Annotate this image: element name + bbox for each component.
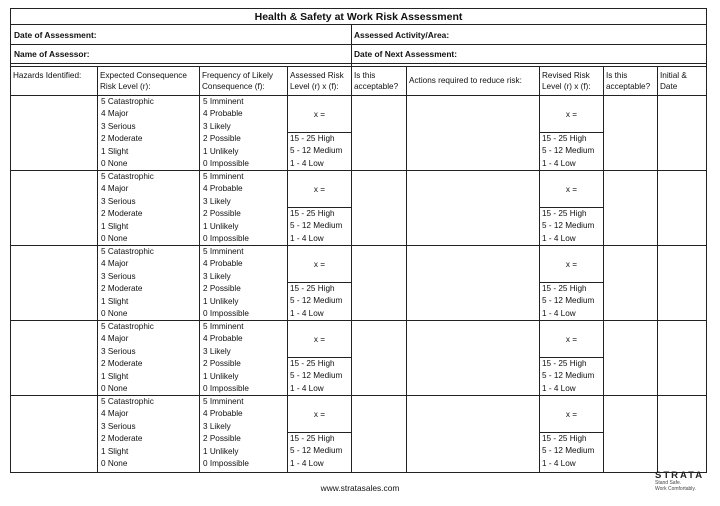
risk-band: 5 - 12 Medium xyxy=(290,221,343,231)
risk-band: 15 - 25 High xyxy=(290,359,335,368)
risk-band: 1 - 4 Low xyxy=(542,458,576,468)
frequency-option: 5 Imminent xyxy=(203,97,244,106)
assessed-risk-bands xyxy=(288,133,351,170)
header-frequency: Frequency of Likely Consequence (f): xyxy=(202,71,273,91)
actions-cell[interactable] xyxy=(407,171,539,245)
frequency-option: 2 Possible xyxy=(203,359,241,369)
actions-cell[interactable] xyxy=(407,96,539,170)
consequence-option: 0 None xyxy=(101,234,128,244)
logo-tagline-2: Work Comfortably. xyxy=(655,485,696,492)
consequence-option: 4 Major xyxy=(101,184,129,194)
consequence-option: 3 Serious xyxy=(101,196,136,206)
revised-risk-calc[interactable]: x = xyxy=(540,246,603,283)
consequence-option: 5 Catastrophic xyxy=(101,322,154,331)
frequency-option: 4 Probable xyxy=(203,409,243,419)
acceptable-cell[interactable] xyxy=(352,321,406,395)
hazard-cell[interactable] xyxy=(11,246,97,320)
risk-band: 5 - 12 Medium xyxy=(542,221,595,231)
acceptable-2-cell[interactable] xyxy=(604,246,657,320)
assessed-risk-calc[interactable]: x = xyxy=(288,321,351,358)
frequency-options xyxy=(200,321,287,395)
risk-band: 15 - 25 High xyxy=(542,284,587,293)
actions-cell[interactable] xyxy=(407,321,539,395)
hazard-cell[interactable] xyxy=(11,396,97,470)
header-hazards: Hazards Identified: xyxy=(13,71,82,80)
assessed-risk-bands xyxy=(288,433,351,470)
revised-risk-calc[interactable]: x = xyxy=(540,321,603,358)
assessed-risk-calc[interactable]: x = xyxy=(288,396,351,433)
frequency-option: 0 Impossible xyxy=(203,384,249,394)
risk-band: 5 - 12 Medium xyxy=(290,146,343,156)
revised-risk-calc[interactable]: x = xyxy=(540,396,603,433)
consequence-options xyxy=(98,396,199,470)
consequence-options xyxy=(98,246,199,320)
risk-band: 1 - 4 Low xyxy=(542,383,576,393)
hazard-cell[interactable] xyxy=(11,171,97,245)
frequency-options xyxy=(200,396,287,470)
frequency-option: 5 Imminent xyxy=(203,397,244,406)
risk-band: 15 - 25 High xyxy=(290,134,335,143)
frequency-option: 0 Impossible xyxy=(203,309,249,319)
assessed-activity-field[interactable]: Assessed Activity/Area: xyxy=(354,30,450,40)
divider xyxy=(11,44,706,45)
acceptable-2-cell[interactable] xyxy=(604,96,657,170)
consequence-option: 2 Moderate xyxy=(101,359,143,369)
risk-band: 5 - 12 Medium xyxy=(542,146,595,156)
assessed-risk-bands xyxy=(288,283,351,320)
logo-brand: STRATA xyxy=(655,470,705,481)
frequency-option: 3 Likely xyxy=(203,421,231,431)
initial-date-cell[interactable] xyxy=(658,246,706,320)
consequence-option: 3 Serious xyxy=(101,346,136,356)
frequency-option: 1 Unlikely xyxy=(203,446,239,456)
initial-date-cell[interactable] xyxy=(658,171,706,245)
acceptable-2-cell[interactable] xyxy=(604,396,657,470)
risk-band: 15 - 25 High xyxy=(290,209,335,218)
consequence-option: 1 Slight xyxy=(101,146,129,156)
date-of-assessment-field[interactable]: Date of Assessment: xyxy=(14,30,97,40)
consequence-option: 2 Moderate xyxy=(101,209,143,219)
frequency-option: 1 Unlikely xyxy=(203,221,239,231)
initial-date-cell[interactable] xyxy=(658,321,706,395)
consequence-option: 5 Catastrophic xyxy=(101,397,154,406)
hazard-cell[interactable] xyxy=(11,96,97,170)
assessed-risk-calc[interactable]: x = xyxy=(288,171,351,208)
header-revised-risk: Revised Risk Level (r) x (f): xyxy=(542,71,591,91)
frequency-option: 5 Imminent xyxy=(203,172,244,181)
frequency-option: 1 Unlikely xyxy=(203,296,239,306)
consequence-option: 2 Moderate xyxy=(101,284,143,294)
acceptable-cell[interactable] xyxy=(352,96,406,170)
risk-band: 1 - 4 Low xyxy=(290,458,324,468)
form-title: Health & Safety at Work Risk Assessment xyxy=(11,9,706,25)
frequency-option: 3 Likely xyxy=(203,196,231,206)
consequence-option: 1 Slight xyxy=(101,446,129,456)
risk-band: 1 - 4 Low xyxy=(290,383,324,393)
risk-band: 5 - 12 Medium xyxy=(290,371,343,381)
consequence-option: 2 Moderate xyxy=(101,134,143,144)
frequency-option: 2 Possible xyxy=(203,134,241,144)
revised-risk-bands xyxy=(540,283,603,320)
consequence-option: 3 Serious xyxy=(101,271,136,281)
consequence-option: 5 Catastrophic xyxy=(101,172,154,181)
frequency-option: 3 Likely xyxy=(203,271,231,281)
risk-band: 15 - 25 High xyxy=(290,284,335,293)
acceptable-cell[interactable] xyxy=(352,396,406,470)
frequency-options xyxy=(200,246,287,320)
actions-cell[interactable] xyxy=(407,396,539,470)
frequency-option: 2 Possible xyxy=(203,434,241,444)
assessed-risk-bands xyxy=(288,208,351,245)
frequency-option: 4 Probable xyxy=(203,184,243,194)
header-initial-date: Initial & Date xyxy=(660,71,687,91)
risk-band: 5 - 12 Medium xyxy=(542,296,595,306)
risk-band: 5 - 12 Medium xyxy=(290,446,343,456)
risk-band: 15 - 25 High xyxy=(542,434,587,443)
risk-band: 15 - 25 High xyxy=(542,209,587,218)
consequence-option: 5 Catastrophic xyxy=(101,247,154,256)
hazard-cell[interactable] xyxy=(11,321,97,395)
frequency-option: 3 Likely xyxy=(203,121,231,131)
risk-band: 15 - 25 High xyxy=(290,434,335,443)
consequence-option: 2 Moderate xyxy=(101,434,143,444)
frequency-option: 5 Imminent xyxy=(203,247,244,256)
revised-risk-bands xyxy=(540,208,603,245)
frequency-option: 0 Impossible xyxy=(203,159,249,169)
divider xyxy=(11,63,706,64)
risk-band: 1 - 4 Low xyxy=(542,233,576,243)
header-consequence: Expected Consequence Risk Level (r): xyxy=(100,71,187,91)
risk-band: 1 - 4 Low xyxy=(290,158,324,168)
consequence-option: 0 None xyxy=(101,459,128,469)
consequence-option: 1 Slight xyxy=(101,296,129,306)
consequence-option: 4 Major xyxy=(101,109,129,119)
divider xyxy=(351,25,352,66)
consequence-option: 0 None xyxy=(101,159,128,169)
risk-band: 5 - 12 Medium xyxy=(290,296,343,306)
actions-cell[interactable] xyxy=(407,246,539,320)
revised-risk-bands xyxy=(540,133,603,170)
consequence-options xyxy=(98,171,199,245)
consequence-options xyxy=(98,96,199,170)
assessed-risk-bands xyxy=(288,358,351,395)
header-acceptable: Is this acceptable? xyxy=(354,71,399,91)
acceptable-2-cell[interactable] xyxy=(604,321,657,395)
consequence-option: 5 Catastrophic xyxy=(101,97,154,106)
frequency-option: 4 Probable xyxy=(203,109,243,119)
revised-risk-calc[interactable]: x = xyxy=(540,171,603,208)
acceptable-cell[interactable] xyxy=(352,171,406,245)
name-of-assessor-field[interactable]: Name of Assessor: xyxy=(14,49,90,59)
consequence-option: 3 Serious xyxy=(101,121,136,131)
risk-band: 15 - 25 High xyxy=(542,134,587,143)
initial-date-cell[interactable] xyxy=(658,96,706,170)
frequency-option: 0 Impossible xyxy=(203,459,249,469)
consequence-option: 4 Major xyxy=(101,334,129,344)
consequence-option: 0 None xyxy=(101,384,128,394)
initial-date-cell[interactable] xyxy=(658,396,706,470)
frequency-option: 1 Unlikely xyxy=(203,371,239,381)
frequency-options xyxy=(200,171,287,245)
revised-risk-bands xyxy=(540,433,603,470)
assessed-risk-calc[interactable]: x = xyxy=(288,96,351,133)
consequence-option: 1 Slight xyxy=(101,221,129,231)
consequence-option: 4 Major xyxy=(101,259,129,269)
header-assessed-risk: Assessed Risk Level (r) x (f): xyxy=(290,71,344,91)
risk-band: 15 - 25 High xyxy=(542,359,587,368)
logo-tagline-1: Stand Safe. xyxy=(655,480,682,486)
risk-band: 1 - 4 Low xyxy=(542,158,576,168)
footer-url[interactable]: www.stratasales.com xyxy=(320,483,400,493)
frequency-option: 4 Probable xyxy=(203,259,243,269)
consequence-option: 3 Serious xyxy=(101,421,136,431)
frequency-option: 5 Imminent xyxy=(203,322,244,331)
assessed-risk-calc[interactable]: x = xyxy=(288,246,351,283)
consequence-option: 0 None xyxy=(101,309,128,319)
risk-band: 1 - 4 Low xyxy=(290,308,324,318)
frequency-option: 2 Possible xyxy=(203,209,241,219)
frequency-option: 0 Impossible xyxy=(203,234,249,244)
consequence-options xyxy=(98,321,199,395)
risk-band: 1 - 4 Low xyxy=(542,308,576,318)
frequency-option: 4 Probable xyxy=(203,334,243,344)
consequence-option: 4 Major xyxy=(101,409,129,419)
acceptable-2-cell[interactable] xyxy=(604,171,657,245)
revised-risk-bands xyxy=(540,358,603,395)
acceptable-cell[interactable] xyxy=(352,246,406,320)
frequency-option: 2 Possible xyxy=(203,284,241,294)
risk-band: 5 - 12 Medium xyxy=(542,446,595,456)
frequency-option: 3 Likely xyxy=(203,346,231,356)
header-acceptable-2: Is this acceptable? xyxy=(606,71,651,91)
risk-band: 5 - 12 Medium xyxy=(542,371,595,381)
date-next-assessment-field[interactable]: Date of Next Assessment: xyxy=(354,49,458,59)
risk-band: 1 - 4 Low xyxy=(290,233,324,243)
header-actions: Actions required to reduce risk: xyxy=(409,76,522,85)
frequency-option: 1 Unlikely xyxy=(203,146,239,156)
revised-risk-calc[interactable]: x = xyxy=(540,96,603,133)
divider xyxy=(11,66,706,67)
risk-assessment-form xyxy=(10,8,707,473)
strata-logo xyxy=(655,470,711,492)
consequence-option: 1 Slight xyxy=(101,371,129,381)
frequency-options xyxy=(200,96,287,170)
